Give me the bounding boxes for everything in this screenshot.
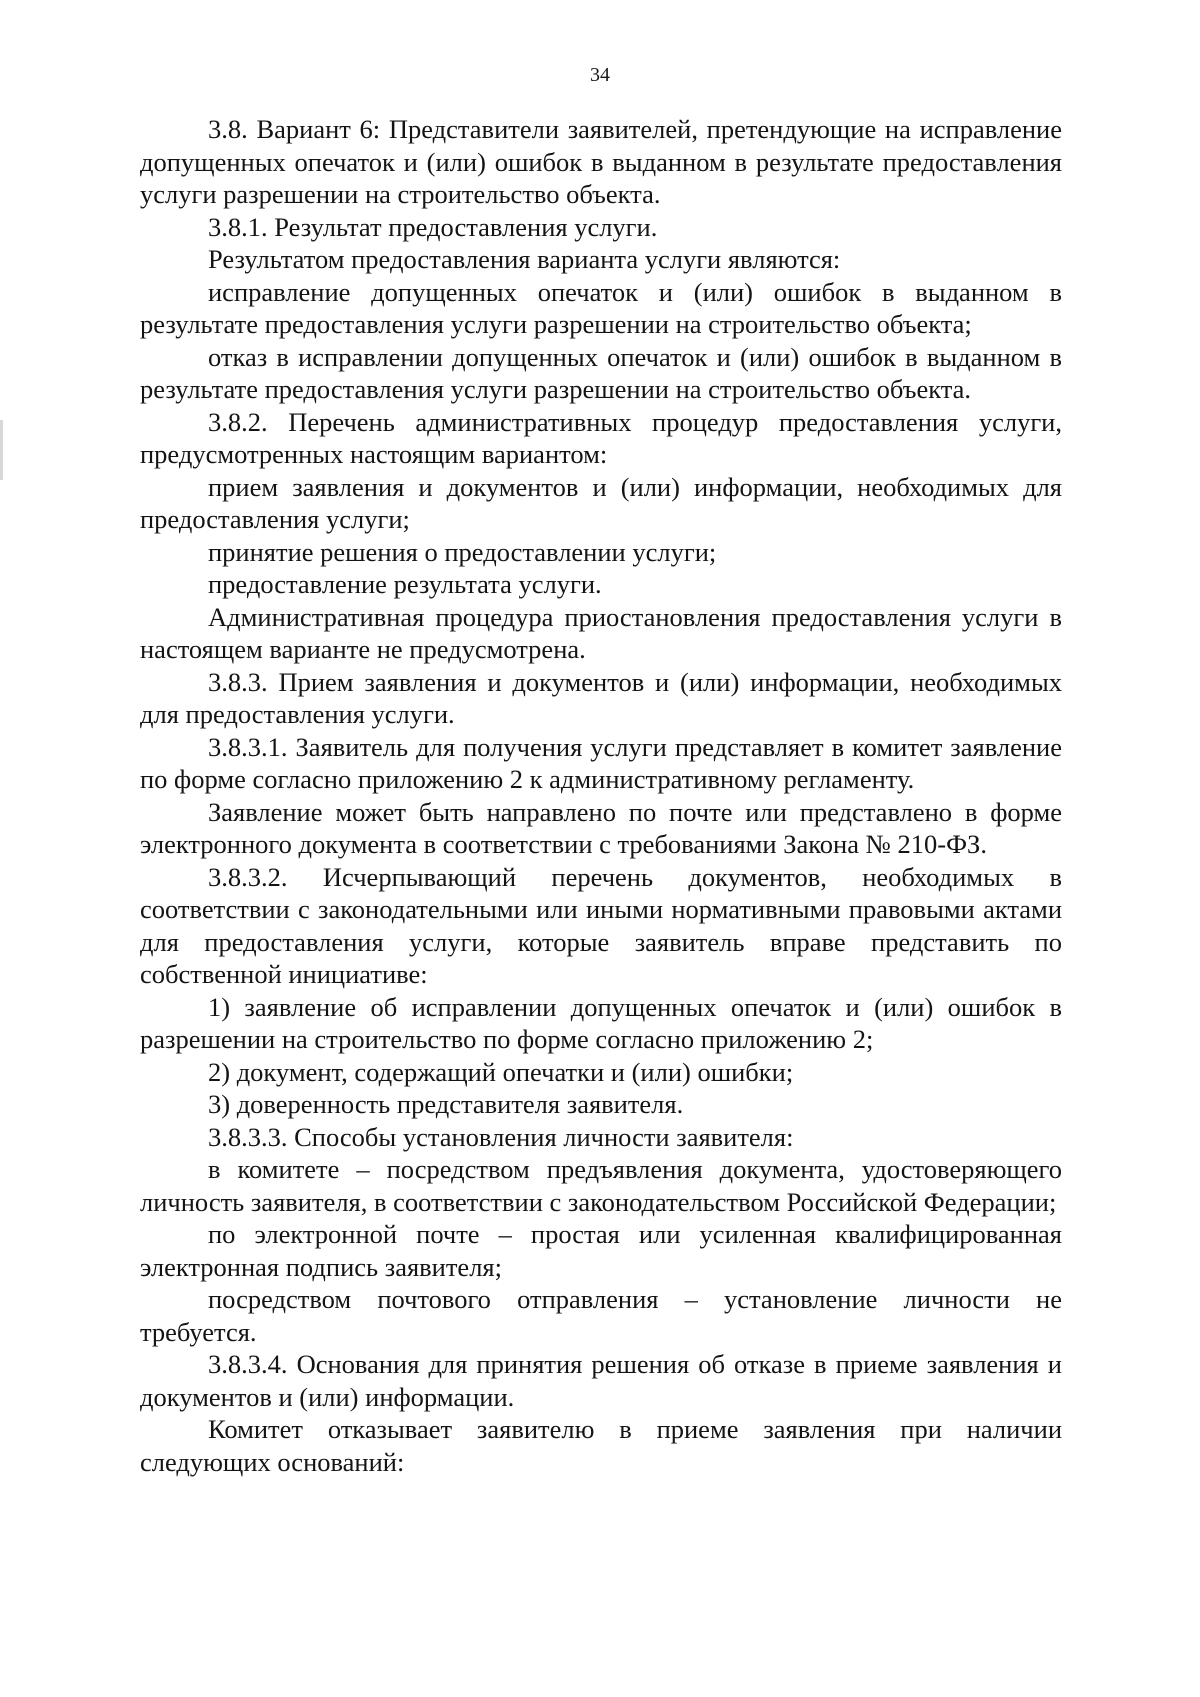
- scan-edge-mark: [0, 420, 3, 480]
- paragraph-procedure-reception: прием заявления и документов и (или) информации, необходимых для предоставления услуги;: [140, 471, 1062, 534]
- paragraph-3-8-1: 3.8.1. Результат предоставления услуги.: [208, 211, 658, 242]
- page-number: 34: [590, 64, 610, 86]
- paragraph-3-8-3-4: 3.8.3.4. Основания для принятия решения об отказе в приеме заявления и документов и (или) информации.: [140, 1349, 1062, 1412]
- paragraph-suspension: Административная процедура приостановления предоставления услуги в настоящем варианте не предусмотрена.: [140, 601, 1062, 664]
- paragraph-3-8-3-2: 3.8.3.2. Исчерпывающий перечень документов, необходимых в соответствии с законодательными или иными нормативными правовыми актами для предоставления услуги, которые заявитель вправе представить по собственной инициативе:: [140, 861, 1062, 989]
- list-item-2: 2) документ, содержащий опечатки и (или) ошибки;: [208, 1056, 794, 1087]
- paragraph-refusal-grounds: Комитет отказывает заявителю в приеме заявления при наличии следующих оснований:: [140, 1414, 1062, 1477]
- paragraph-identity-post: посредством почтового отправления – установление личности не требуется.: [140, 1284, 1062, 1347]
- paragraph-result-refusal: отказ в исправлении допущенных опечаток и (или) ошибок в выданном в результате предоставления услуги разрешении на строительство объекта.: [140, 341, 1062, 404]
- paragraph-procedure-result: предоставление результата услуги.: [208, 569, 602, 599]
- paragraph-3-8-3-3: 3.8.3.3. Способы установления личности заявителя:: [208, 1121, 794, 1152]
- paragraph-3-8: 3.8. Вариант 6: Представители заявителей, претендующие на исправление допущенных опечаток и (или) ошибок в выданном в результате предоставления услуги разрешении на строительство объекта.: [140, 114, 1062, 209]
- paragraph-identity-email: по электронной почте – простая или усиленная квалифицированная электронная подпись заявителя;: [140, 1219, 1062, 1282]
- paragraph-result-correction: исправление допущенных опечаток и (или) ошибок в выданном в результате предоставления услуги разрешении на строительство объекта;: [140, 276, 1062, 339]
- list-item-1: 1) заявление об исправлении допущенных опечаток и (или) ошибок в разрешении на строительство по форме согласно приложению 2;: [140, 991, 1062, 1054]
- paragraph-3-8-2: 3.8.2. Перечень административных процедур предоставления услуги, предусмотренных настоящим вариантом:: [140, 406, 1062, 469]
- paragraph-procedure-decision: принятие решения о предоставлении услуги;: [208, 536, 717, 567]
- paragraph-submission: Заявление может быть направлено по почте или представлено в форме электронного документа в соответствии с требованиями Закона № 210-ФЗ.: [140, 796, 1062, 859]
- document-body: [140, 113, 1062, 1478]
- list-item-3: 3) доверенность представителя заявителя.: [208, 1089, 684, 1119]
- paragraph-3-8-3-1: 3.8.3.1. Заявитель для получения услуги представляет в комитет заявление по форме согласно приложению 2 к административному регламенту.: [140, 731, 1062, 794]
- paragraph-identity-committee: в комитете – посредством предъявления документа, удостоверяющего личность заявителя, в соответствии с законодательством Российской Федерации;: [140, 1154, 1062, 1217]
- paragraph-3-8-3: 3.8.3. Прием заявления и документов и (или) информации, необходимых для предоставления услуги.: [140, 666, 1062, 729]
- paragraph-result-intro: Результатом предоставления варианта услуги являются:: [208, 244, 841, 274]
